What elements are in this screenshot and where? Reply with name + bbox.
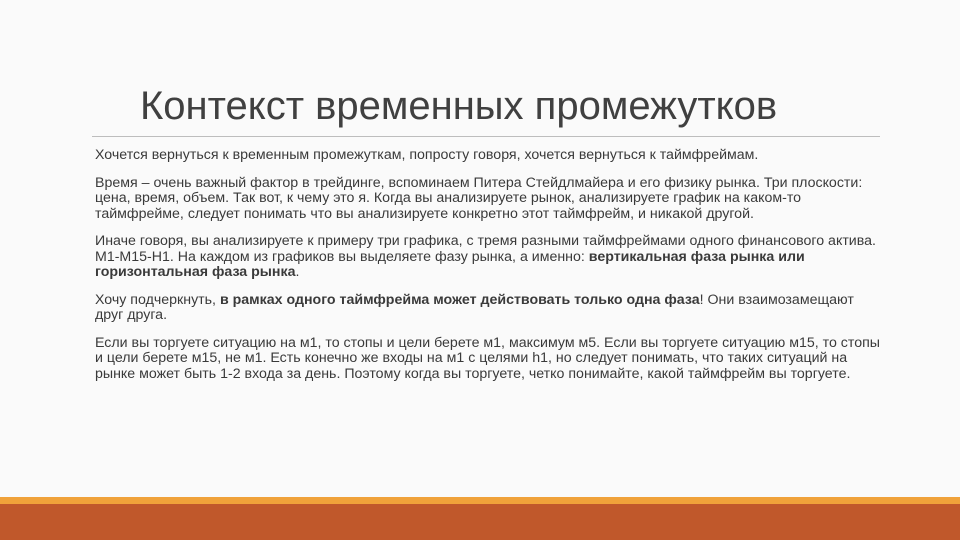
paragraph-4-emphasis: в рамках одного таймфрейма может действовать только одна фаза (219, 291, 700, 308)
paragraph-5: Если вы торгуете ситуацию на м1, то стопы и цели берете м1, максимум м5. Если вы торгуете ситуацию м15, то стопы и цели берете м15, не м1. Есть конечно же входы на м1 с целями h1, но следует понимать, что таких ситуаций на рынке может быть 1-2 входа за день. Поэтому когда вы торгуете, четко понимайте, какой таймфрейм вы торгуете. (95, 334, 881, 382)
paragraph-4-end: ! Они взаимозамещают друг друга. (95, 291, 854, 323)
slide-title: Контекст временных промежутков (140, 84, 778, 128)
title-divider (92, 136, 880, 137)
paragraph-2: Время – очень важный фактор в трейдинге, вспоминаем Питера Стейдлмайера и его физику рынка. Три плоскости: цена, время, объем. Так вот, к чему это я. Когда вы анализируете рынок, анализируете график на каком-то таймфрейме, следует понимать что вы анализируете конкретно этот таймфрейм, и никакой другой. (95, 174, 863, 222)
paragraph-3-emphasis: вертикальная фаза рынка или горизонтальная фаза рынка (95, 248, 805, 280)
paragraph-4 (95, 293, 885, 324)
slide-body (95, 148, 885, 394)
paragraph-3-end: . (295, 264, 300, 280)
paragraph-1: Хочется вернуться к временным промежуткам, попросту говоря, хочется вернуться к таймфреймам. (95, 147, 759, 163)
paragraph-3 (95, 234, 885, 281)
paragraph-3-text: Иначе говоря, вы анализируете к примеру три графика, с тремя разными таймфреймами одного финансового актива. M1-M15-H1. На каждом из графиков вы выделяете фазу рынка, а именно: (95, 233, 876, 265)
accent-bar-top (0, 497, 960, 504)
paragraph-4-text: Хочу подчеркнуть, (95, 291, 220, 308)
accent-bar-bottom (0, 504, 960, 540)
